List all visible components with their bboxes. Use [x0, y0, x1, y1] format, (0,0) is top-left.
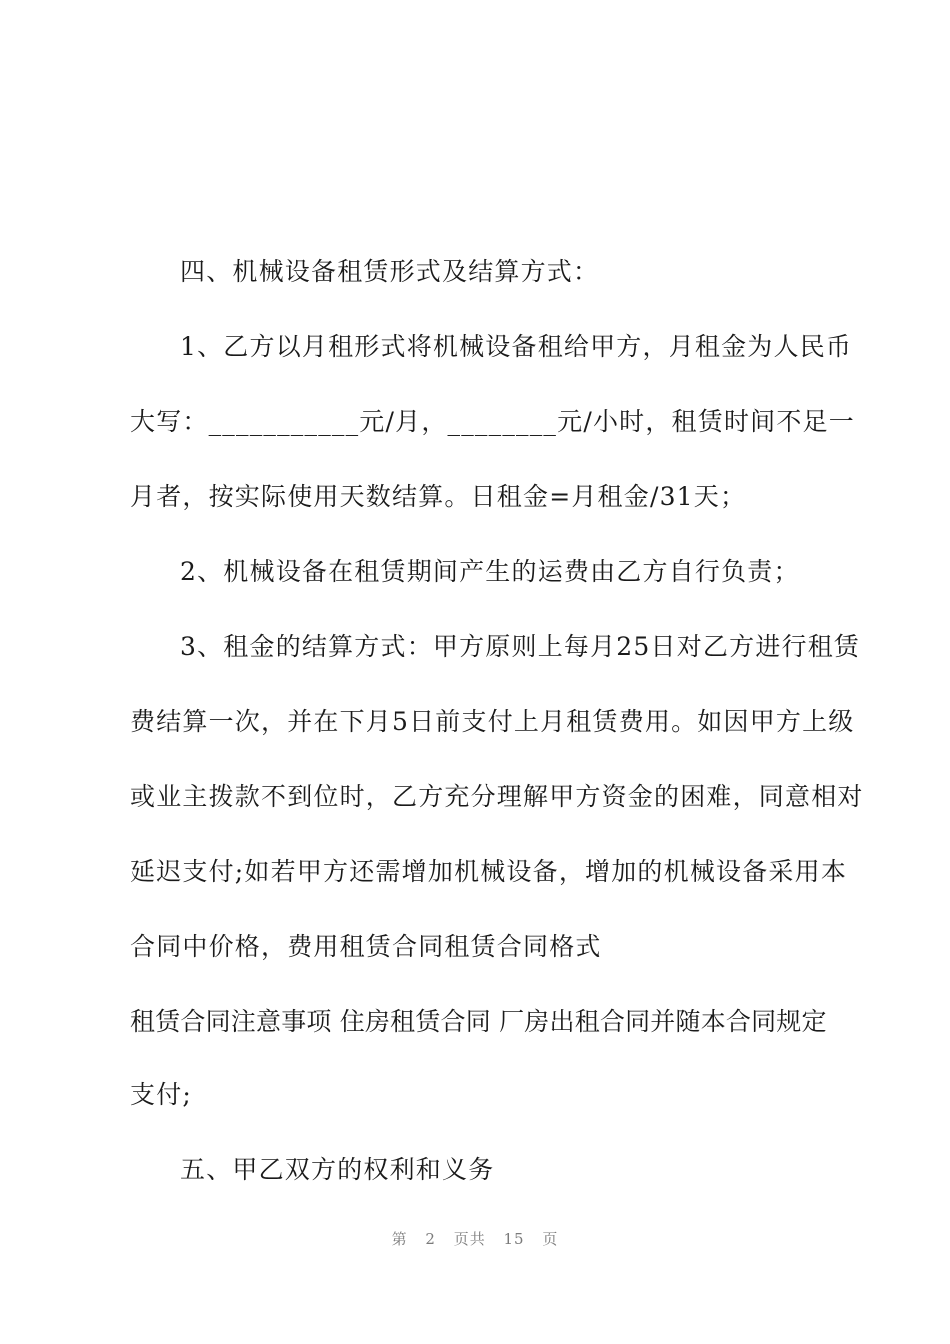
paragraph-line: 费结算一次，并在下月5日前支付上月租赁费用。如因甲方上级: [130, 707, 855, 736]
paragraph-line: 延迟支付;如若甲方还需增加机械设备，增加的机械设备采用本: [130, 857, 848, 886]
paragraph-line: 合同中价格，费用租赁合同租赁合同格式: [130, 932, 602, 961]
paragraph-line: 大写：___________元/月，________元/小时，租赁时间不足一: [130, 407, 855, 436]
paragraph-line: 月者，按实际使用天数结算。日租金=月租金/31天；: [130, 482, 747, 511]
paragraph-line: 支付;: [130, 1080, 193, 1109]
section-four-heading: 四、机械设备租赁形式及结算方式：: [180, 257, 600, 286]
paragraph-line: 2、机械设备在租赁期间产生的运费由乙方自行负责；: [180, 557, 800, 586]
paragraph-line: 或业主拨款不到位时，乙方充分理解甲方资金的困难，同意相对: [130, 782, 864, 811]
paragraph-line: 1、乙方以月租形式将机械设备租给甲方，月租金为人民币: [180, 332, 853, 361]
paragraph-line: 租赁合同注意事项 住房租赁合同 厂房出租合同并随本合同规定: [130, 1007, 827, 1036]
page-number-footer: 第 2 页共 15 页: [391, 1230, 559, 1248]
section-five-heading: 五、甲乙双方的权利和义务: [180, 1155, 495, 1184]
paragraph-line: 3、租金的结算方式：甲方原则上每月25日对乙方进行租赁: [180, 632, 861, 661]
